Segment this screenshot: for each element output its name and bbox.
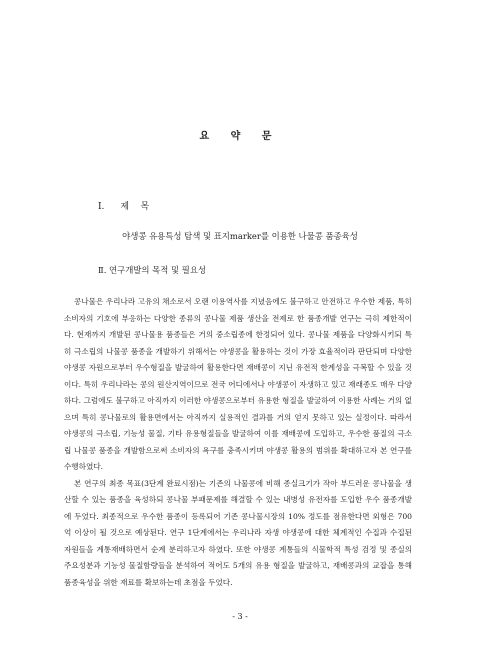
- paragraph: 본 연구의 최종 목표(3단계 완료시점)는 기존의 나물콩에 비해 종실크기가 작아 부드러운 콩나물을 생산할 수 있는 품종을 육성하되 콩나물 부패문제를 해결할 수 있는 내병성 유전자를 도입한 우수 품종개발에 두었다. 최종적으로 우수한 품종이 등록되어 기존 콩나물시장의 10% 정도를 점유한다면 외형은 700억 이상이 될 것으로 예상된다. 연구 1단계에서는 우리나라 자생 야생콩에 대한 체계적인 수집과 수집된 자원들을 계통재배하면서 순계 분리하고자 하였다. 또한 야생콩 계통들의 식물학적 특성 검정 및 종실의 주요성분과 기능성 물질함량들을 분석하여 적어도 5개의 유용 형질을 발굴하고, 재배콩과의 교잡을 통해 품종육성을 위한 재료를 확보하는데 초점을 두었다.: [64, 478, 412, 587]
- section1-number: Ⅰ.: [98, 202, 105, 212]
- section2-number: Ⅱ.: [98, 265, 107, 275]
- project-title: 야생콩 유용특성 탐색 및 표지marker를 이용한 나물콩 품종육성: [122, 231, 358, 241]
- summary-title: 요 약 문: [199, 131, 281, 142]
- body-text: [64, 294, 412, 591]
- section1-heading: [98, 199, 149, 212]
- section1-label: 제 목: [120, 202, 150, 212]
- section2-heading: [98, 264, 206, 276]
- section2-label: 연구개발의 목적 및 필요성: [109, 265, 207, 275]
- page-number: - 3 -: [232, 612, 248, 621]
- paragraph: 콩나물은 우리나라 고유의 채소로서 오랜 이용역사를 지녔음에도 불구하고 안전하고 우수한 제품, 특히 소비자의 기호에 부응하는 다양한 종류의 콩나물 제품 생산을 전제로 한 품종개발 연구는 극히 제한적이다. 현재까지 개발된 콩나물용 품종들은 거의 중소립종에 한정되어 있다. 콩나물 제품을 다양화시키되 특히 극소립의 나물콩 품종을 개발하기 위해서는 야생콩을 활용하는 것이 가장 효율적이라 판단되며 다양한 야생콩 자원으로부터 우수형질을 발굴하여 활용한다면 재배콩이 지닌 유전적 한계성을 극복할 수 있을 것이다. 특히 우리나라는 콩의 원산지역이므로 전국 어디에서나 야생콩이 자생하고 있고 재래종도 매우 다양하다. 그럼에도 불구하고 아직까지 이러한 야생콩으로부터 유용한 형질을 발굴하여 이용한 사례는 거의 없으며 특히 콩나물로의 활용면에서는 아직까지 실용적인 결과를 거의 얻지 못하고 있는 실정이다. 따라서 야생콩의 극소립, 기능성 물질, 기타 유용형질들을 발굴하여 이를 재배콩에 도입하고, 우수한 품질의 극소립 나물콩 품종을 개발함으로써 소비자의 욕구를 충족시키며 야생콩 활용의 범위를 확대하고자 본 연구를 수행하였다.: [64, 297, 412, 471]
